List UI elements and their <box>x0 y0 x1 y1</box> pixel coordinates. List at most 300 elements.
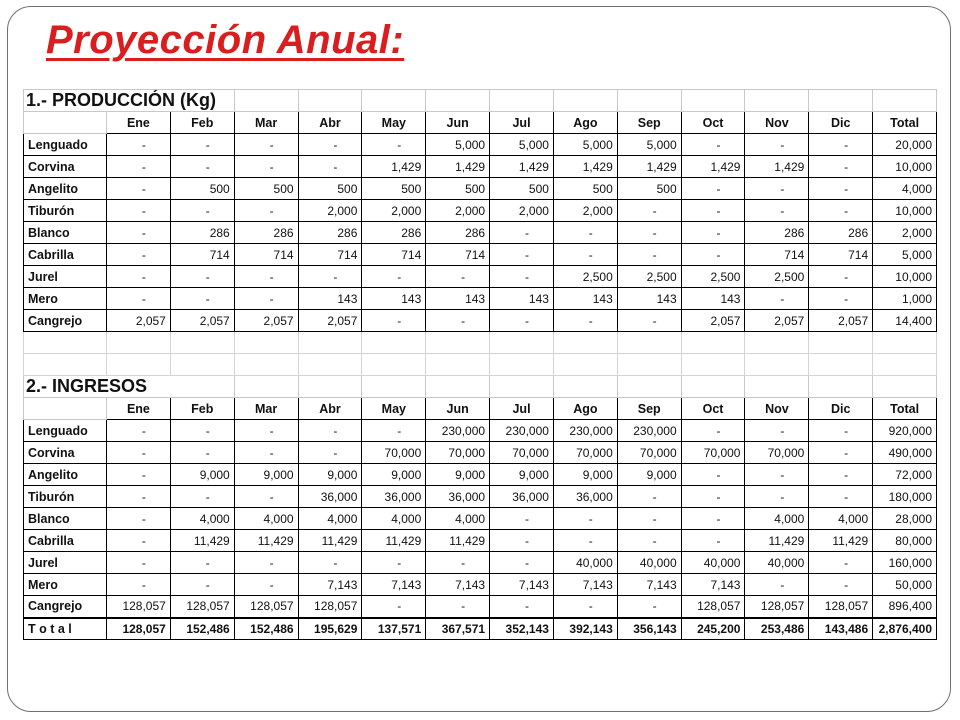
total-cell: 143,486 <box>809 618 873 640</box>
value-cell: 4,000 <box>170 508 234 530</box>
empty-cell <box>234 90 298 112</box>
value-cell: 286 <box>745 222 809 244</box>
table-row <box>24 530 937 552</box>
value-cell: - <box>809 288 873 310</box>
value-cell: 11,429 <box>809 530 873 552</box>
value-cell: 11,429 <box>170 530 234 552</box>
value-cell: 7,143 <box>426 574 490 596</box>
value-cell: 128,057 <box>681 596 745 618</box>
column-header: Total <box>873 398 937 420</box>
value-cell: 128,057 <box>170 596 234 618</box>
value-cell: 714 <box>362 244 426 266</box>
value-cell: - <box>107 244 171 266</box>
table-row <box>24 464 937 486</box>
value-cell: 500 <box>170 178 234 200</box>
row-label: Lenguado <box>24 134 107 156</box>
value-cell: 2,500 <box>745 266 809 288</box>
value-cell: - <box>107 486 171 508</box>
empty-cell <box>234 376 298 398</box>
value-cell: 2,057 <box>681 310 745 332</box>
value-cell: 143 <box>490 288 554 310</box>
value-cell: 500 <box>617 178 681 200</box>
produccion-heading-row <box>24 90 937 112</box>
value-cell: 9,000 <box>170 464 234 486</box>
value-cell: - <box>234 442 298 464</box>
column-header: Jun <box>426 398 490 420</box>
value-cell: 2,057 <box>107 310 171 332</box>
value-cell: 9,000 <box>617 464 681 486</box>
value-cell: 4,000 <box>873 178 937 200</box>
value-cell: - <box>745 420 809 442</box>
value-cell: - <box>107 464 171 486</box>
empty-cell <box>107 354 171 376</box>
value-cell: 128,057 <box>745 596 809 618</box>
value-cell: 500 <box>490 178 554 200</box>
value-cell: - <box>234 574 298 596</box>
value-cell: - <box>170 442 234 464</box>
value-cell: 143 <box>617 288 681 310</box>
column-header: May <box>362 112 426 134</box>
column-header: Ago <box>553 398 617 420</box>
table-row <box>24 222 937 244</box>
empty-cell <box>617 376 681 398</box>
value-cell: 714 <box>809 244 873 266</box>
value-cell: - <box>681 486 745 508</box>
total-cell: 2,876,400 <box>873 618 937 640</box>
value-cell: 230,000 <box>617 420 681 442</box>
value-cell: 70,000 <box>745 442 809 464</box>
empty-cell <box>24 398 107 420</box>
value-cell: 5,000 <box>490 134 554 156</box>
value-cell: 9,000 <box>298 464 362 486</box>
empty-cell <box>681 376 745 398</box>
table-row <box>24 200 937 222</box>
total-cell: 253,486 <box>745 618 809 640</box>
value-cell: 160,000 <box>873 552 937 574</box>
value-cell: 10,000 <box>873 266 937 288</box>
value-cell: - <box>745 486 809 508</box>
value-cell: - <box>490 244 554 266</box>
value-cell: 36,000 <box>362 486 426 508</box>
column-header: Jun <box>426 112 490 134</box>
table-row <box>24 486 937 508</box>
blank-row <box>24 354 937 376</box>
value-cell: 70,000 <box>617 442 681 464</box>
value-cell: - <box>170 486 234 508</box>
value-cell: 714 <box>170 244 234 266</box>
total-cell: 245,200 <box>681 618 745 640</box>
value-cell: - <box>234 486 298 508</box>
empty-cell <box>745 90 809 112</box>
value-cell: - <box>553 244 617 266</box>
value-cell: 50,000 <box>873 574 937 596</box>
value-cell: - <box>809 200 873 222</box>
row-label: Corvina <box>24 442 107 464</box>
column-header: Abr <box>298 112 362 134</box>
value-cell: 143 <box>426 288 490 310</box>
value-cell: - <box>170 574 234 596</box>
row-label: Tiburón <box>24 200 107 222</box>
value-cell: 10,000 <box>873 200 937 222</box>
value-cell: - <box>617 200 681 222</box>
value-cell: - <box>681 222 745 244</box>
value-cell: 20,000 <box>873 134 937 156</box>
value-cell: 4,000 <box>809 508 873 530</box>
table-row <box>24 508 937 530</box>
slide-title: Proyección Anual: <box>46 18 405 62</box>
value-cell: - <box>617 222 681 244</box>
value-cell: - <box>490 310 554 332</box>
empty-cell <box>617 332 681 354</box>
value-cell: - <box>681 178 745 200</box>
value-cell: 9,000 <box>234 464 298 486</box>
table-row <box>24 442 937 464</box>
row-label: Jurel <box>24 552 107 574</box>
value-cell: 11,429 <box>234 530 298 552</box>
value-cell: - <box>681 508 745 530</box>
value-cell: - <box>490 530 554 552</box>
projection-table <box>23 89 937 640</box>
empty-cell <box>617 90 681 112</box>
value-cell: 40,000 <box>681 552 745 574</box>
value-cell: - <box>107 178 171 200</box>
value-cell: - <box>809 464 873 486</box>
table-row <box>24 310 937 332</box>
value-cell: 500 <box>298 178 362 200</box>
value-cell: - <box>490 508 554 530</box>
value-cell: 10,000 <box>873 156 937 178</box>
value-cell: 5,000 <box>553 134 617 156</box>
value-cell: - <box>426 310 490 332</box>
value-cell: 128,057 <box>809 596 873 618</box>
value-cell: - <box>809 420 873 442</box>
value-cell: 2,000 <box>553 200 617 222</box>
value-cell: 2,500 <box>617 266 681 288</box>
value-cell: 7,143 <box>681 574 745 596</box>
value-cell: 490,000 <box>873 442 937 464</box>
empty-cell <box>553 90 617 112</box>
value-cell: - <box>809 134 873 156</box>
column-header: Nov <box>745 398 809 420</box>
value-cell: 2,000 <box>873 222 937 244</box>
value-cell: 500 <box>362 178 426 200</box>
value-cell: - <box>809 574 873 596</box>
value-cell: 9,000 <box>553 464 617 486</box>
value-cell: 7,143 <box>553 574 617 596</box>
empty-cell <box>809 332 873 354</box>
value-cell: 2,057 <box>298 310 362 332</box>
value-cell: 2,057 <box>745 310 809 332</box>
value-cell: 70,000 <box>362 442 426 464</box>
value-cell: 1,429 <box>617 156 681 178</box>
value-cell: - <box>107 574 171 596</box>
row-label: Jurel <box>24 266 107 288</box>
value-cell: - <box>426 596 490 618</box>
value-cell: 4,000 <box>234 508 298 530</box>
empty-cell <box>298 90 362 112</box>
empty-cell <box>873 332 937 354</box>
value-cell: 1,429 <box>681 156 745 178</box>
value-cell: - <box>617 486 681 508</box>
row-label: Lenguado <box>24 420 107 442</box>
value-cell: - <box>362 420 426 442</box>
value-cell: - <box>553 222 617 244</box>
table-row <box>24 552 937 574</box>
value-cell: - <box>809 442 873 464</box>
empty-cell <box>426 90 490 112</box>
value-cell: 1,429 <box>745 156 809 178</box>
table-row <box>24 596 937 618</box>
value-cell: - <box>170 134 234 156</box>
ingresos-heading-row <box>24 376 937 398</box>
value-cell: 143 <box>681 288 745 310</box>
table-row <box>24 178 937 200</box>
value-cell: - <box>107 552 171 574</box>
value-cell: 714 <box>298 244 362 266</box>
value-cell: 128,057 <box>234 596 298 618</box>
value-cell: - <box>298 420 362 442</box>
value-cell: 143 <box>298 288 362 310</box>
empty-cell <box>745 354 809 376</box>
value-cell: 1,429 <box>426 156 490 178</box>
total-cell: 152,486 <box>234 618 298 640</box>
value-cell: - <box>170 288 234 310</box>
value-cell: 2,000 <box>298 200 362 222</box>
value-cell: 28,000 <box>873 508 937 530</box>
value-cell: 40,000 <box>617 552 681 574</box>
value-cell: 40,000 <box>553 552 617 574</box>
value-cell: 2,057 <box>234 310 298 332</box>
value-cell: - <box>362 310 426 332</box>
table-row <box>24 420 937 442</box>
empty-cell <box>873 376 937 398</box>
value-cell: 500 <box>234 178 298 200</box>
column-header: May <box>362 398 426 420</box>
row-label: Cangrejo <box>24 310 107 332</box>
total-cell: 195,629 <box>298 618 362 640</box>
column-header: Mar <box>234 398 298 420</box>
value-cell: - <box>681 464 745 486</box>
value-cell: 36,000 <box>490 486 554 508</box>
column-header: Oct <box>681 398 745 420</box>
value-cell: 11,429 <box>426 530 490 552</box>
total-cell: 352,143 <box>490 618 554 640</box>
empty-cell <box>745 376 809 398</box>
value-cell: 7,143 <box>298 574 362 596</box>
row-label: Angelito <box>24 178 107 200</box>
value-cell: - <box>170 266 234 288</box>
row-label: Cabrilla <box>24 244 107 266</box>
value-cell: 70,000 <box>426 442 490 464</box>
value-cell: - <box>170 552 234 574</box>
empty-cell <box>681 90 745 112</box>
column-header: Ago <box>553 112 617 134</box>
ingresos-heading: 2.- INGRESOS <box>24 376 235 398</box>
value-cell: 1,000 <box>873 288 937 310</box>
empty-cell <box>490 90 554 112</box>
empty-cell <box>745 332 809 354</box>
value-cell: 40,000 <box>745 552 809 574</box>
total-cell: 128,057 <box>107 618 171 640</box>
value-cell: - <box>490 596 554 618</box>
value-cell: 5,000 <box>426 134 490 156</box>
column-header: Dic <box>809 112 873 134</box>
empty-cell <box>809 376 873 398</box>
value-cell: - <box>170 200 234 222</box>
empty-cell <box>298 332 362 354</box>
value-cell: - <box>681 200 745 222</box>
value-cell: - <box>681 244 745 266</box>
value-cell: - <box>107 266 171 288</box>
value-cell: - <box>490 266 554 288</box>
empty-cell <box>490 354 554 376</box>
value-cell: 70,000 <box>553 442 617 464</box>
value-cell: 500 <box>426 178 490 200</box>
value-cell: 7,143 <box>617 574 681 596</box>
row-label: Cabrilla <box>24 530 107 552</box>
value-cell: 2,057 <box>170 310 234 332</box>
value-cell: 286 <box>362 222 426 244</box>
value-cell: 2,000 <box>426 200 490 222</box>
column-header: Mar <box>234 112 298 134</box>
value-cell: - <box>362 552 426 574</box>
empty-cell <box>234 332 298 354</box>
ingresos-header-row <box>24 398 937 420</box>
value-cell: 714 <box>234 244 298 266</box>
table-row <box>24 134 937 156</box>
row-label: Mero <box>24 574 107 596</box>
value-cell: - <box>490 222 554 244</box>
value-cell: - <box>298 134 362 156</box>
value-cell: 7,143 <box>362 574 426 596</box>
value-cell: - <box>426 552 490 574</box>
column-header: Jul <box>490 398 554 420</box>
value-cell: - <box>234 288 298 310</box>
value-cell: - <box>170 420 234 442</box>
column-header: Feb <box>170 112 234 134</box>
value-cell: 286 <box>234 222 298 244</box>
value-cell: - <box>234 266 298 288</box>
value-cell: - <box>234 420 298 442</box>
empty-cell <box>362 90 426 112</box>
empty-cell <box>170 332 234 354</box>
value-cell: - <box>234 552 298 574</box>
empty-cell <box>681 332 745 354</box>
total-cell: 356,143 <box>617 618 681 640</box>
table-row <box>24 288 937 310</box>
column-header: Total <box>873 112 937 134</box>
value-cell: 2,500 <box>681 266 745 288</box>
value-cell: - <box>362 266 426 288</box>
value-cell: - <box>617 596 681 618</box>
row-label: Blanco <box>24 508 107 530</box>
value-cell: - <box>745 178 809 200</box>
column-header: Sep <box>617 398 681 420</box>
empty-cell <box>362 332 426 354</box>
value-cell: - <box>107 530 171 552</box>
value-cell: 9,000 <box>426 464 490 486</box>
value-cell: 9,000 <box>362 464 426 486</box>
value-cell: - <box>553 310 617 332</box>
row-label: Mero <box>24 288 107 310</box>
value-cell: 286 <box>298 222 362 244</box>
value-cell: - <box>298 442 362 464</box>
column-header: Jul <box>490 112 554 134</box>
value-cell: 2,500 <box>553 266 617 288</box>
empty-cell <box>809 354 873 376</box>
table-row <box>24 266 937 288</box>
value-cell: - <box>107 134 171 156</box>
value-cell: 143 <box>553 288 617 310</box>
value-cell: - <box>745 574 809 596</box>
empty-cell <box>426 376 490 398</box>
value-cell: 2,000 <box>490 200 554 222</box>
value-cell: - <box>234 200 298 222</box>
value-cell: 70,000 <box>490 442 554 464</box>
empty-cell <box>170 354 234 376</box>
value-cell: 1,429 <box>553 156 617 178</box>
value-cell: 2,000 <box>362 200 426 222</box>
value-cell: 9,000 <box>490 464 554 486</box>
value-cell: - <box>107 156 171 178</box>
value-cell: - <box>809 178 873 200</box>
value-cell: - <box>107 442 171 464</box>
row-label: Angelito <box>24 464 107 486</box>
empty-cell <box>234 354 298 376</box>
value-cell: 70,000 <box>681 442 745 464</box>
value-cell: - <box>809 552 873 574</box>
empty-cell <box>24 354 107 376</box>
column-header: Ene <box>107 112 171 134</box>
value-cell: - <box>426 266 490 288</box>
value-cell: - <box>553 508 617 530</box>
empty-cell <box>873 354 937 376</box>
value-cell: 920,000 <box>873 420 937 442</box>
value-cell: 230,000 <box>490 420 554 442</box>
value-cell: - <box>617 310 681 332</box>
empty-cell <box>681 354 745 376</box>
value-cell: - <box>809 266 873 288</box>
value-cell: 230,000 <box>553 420 617 442</box>
value-cell: - <box>490 552 554 574</box>
value-cell: 7,143 <box>490 574 554 596</box>
empty-cell <box>553 354 617 376</box>
empty-cell <box>873 90 937 112</box>
value-cell: - <box>745 288 809 310</box>
empty-cell <box>490 332 554 354</box>
total-row <box>24 618 937 640</box>
table-row <box>24 156 937 178</box>
column-header: Dic <box>809 398 873 420</box>
value-cell: 4,000 <box>362 508 426 530</box>
value-cell: 11,429 <box>745 530 809 552</box>
total-cell: 152,486 <box>170 618 234 640</box>
empty-cell <box>298 376 362 398</box>
empty-cell <box>24 332 107 354</box>
blank-row <box>24 332 937 354</box>
column-header: Oct <box>681 112 745 134</box>
value-cell: - <box>107 420 171 442</box>
value-cell: - <box>170 156 234 178</box>
value-cell: - <box>234 134 298 156</box>
value-cell: 500 <box>553 178 617 200</box>
total-cell: 367,571 <box>426 618 490 640</box>
empty-cell <box>426 332 490 354</box>
value-cell: - <box>809 156 873 178</box>
row-label: Corvina <box>24 156 107 178</box>
empty-cell <box>362 376 426 398</box>
value-cell: - <box>298 552 362 574</box>
